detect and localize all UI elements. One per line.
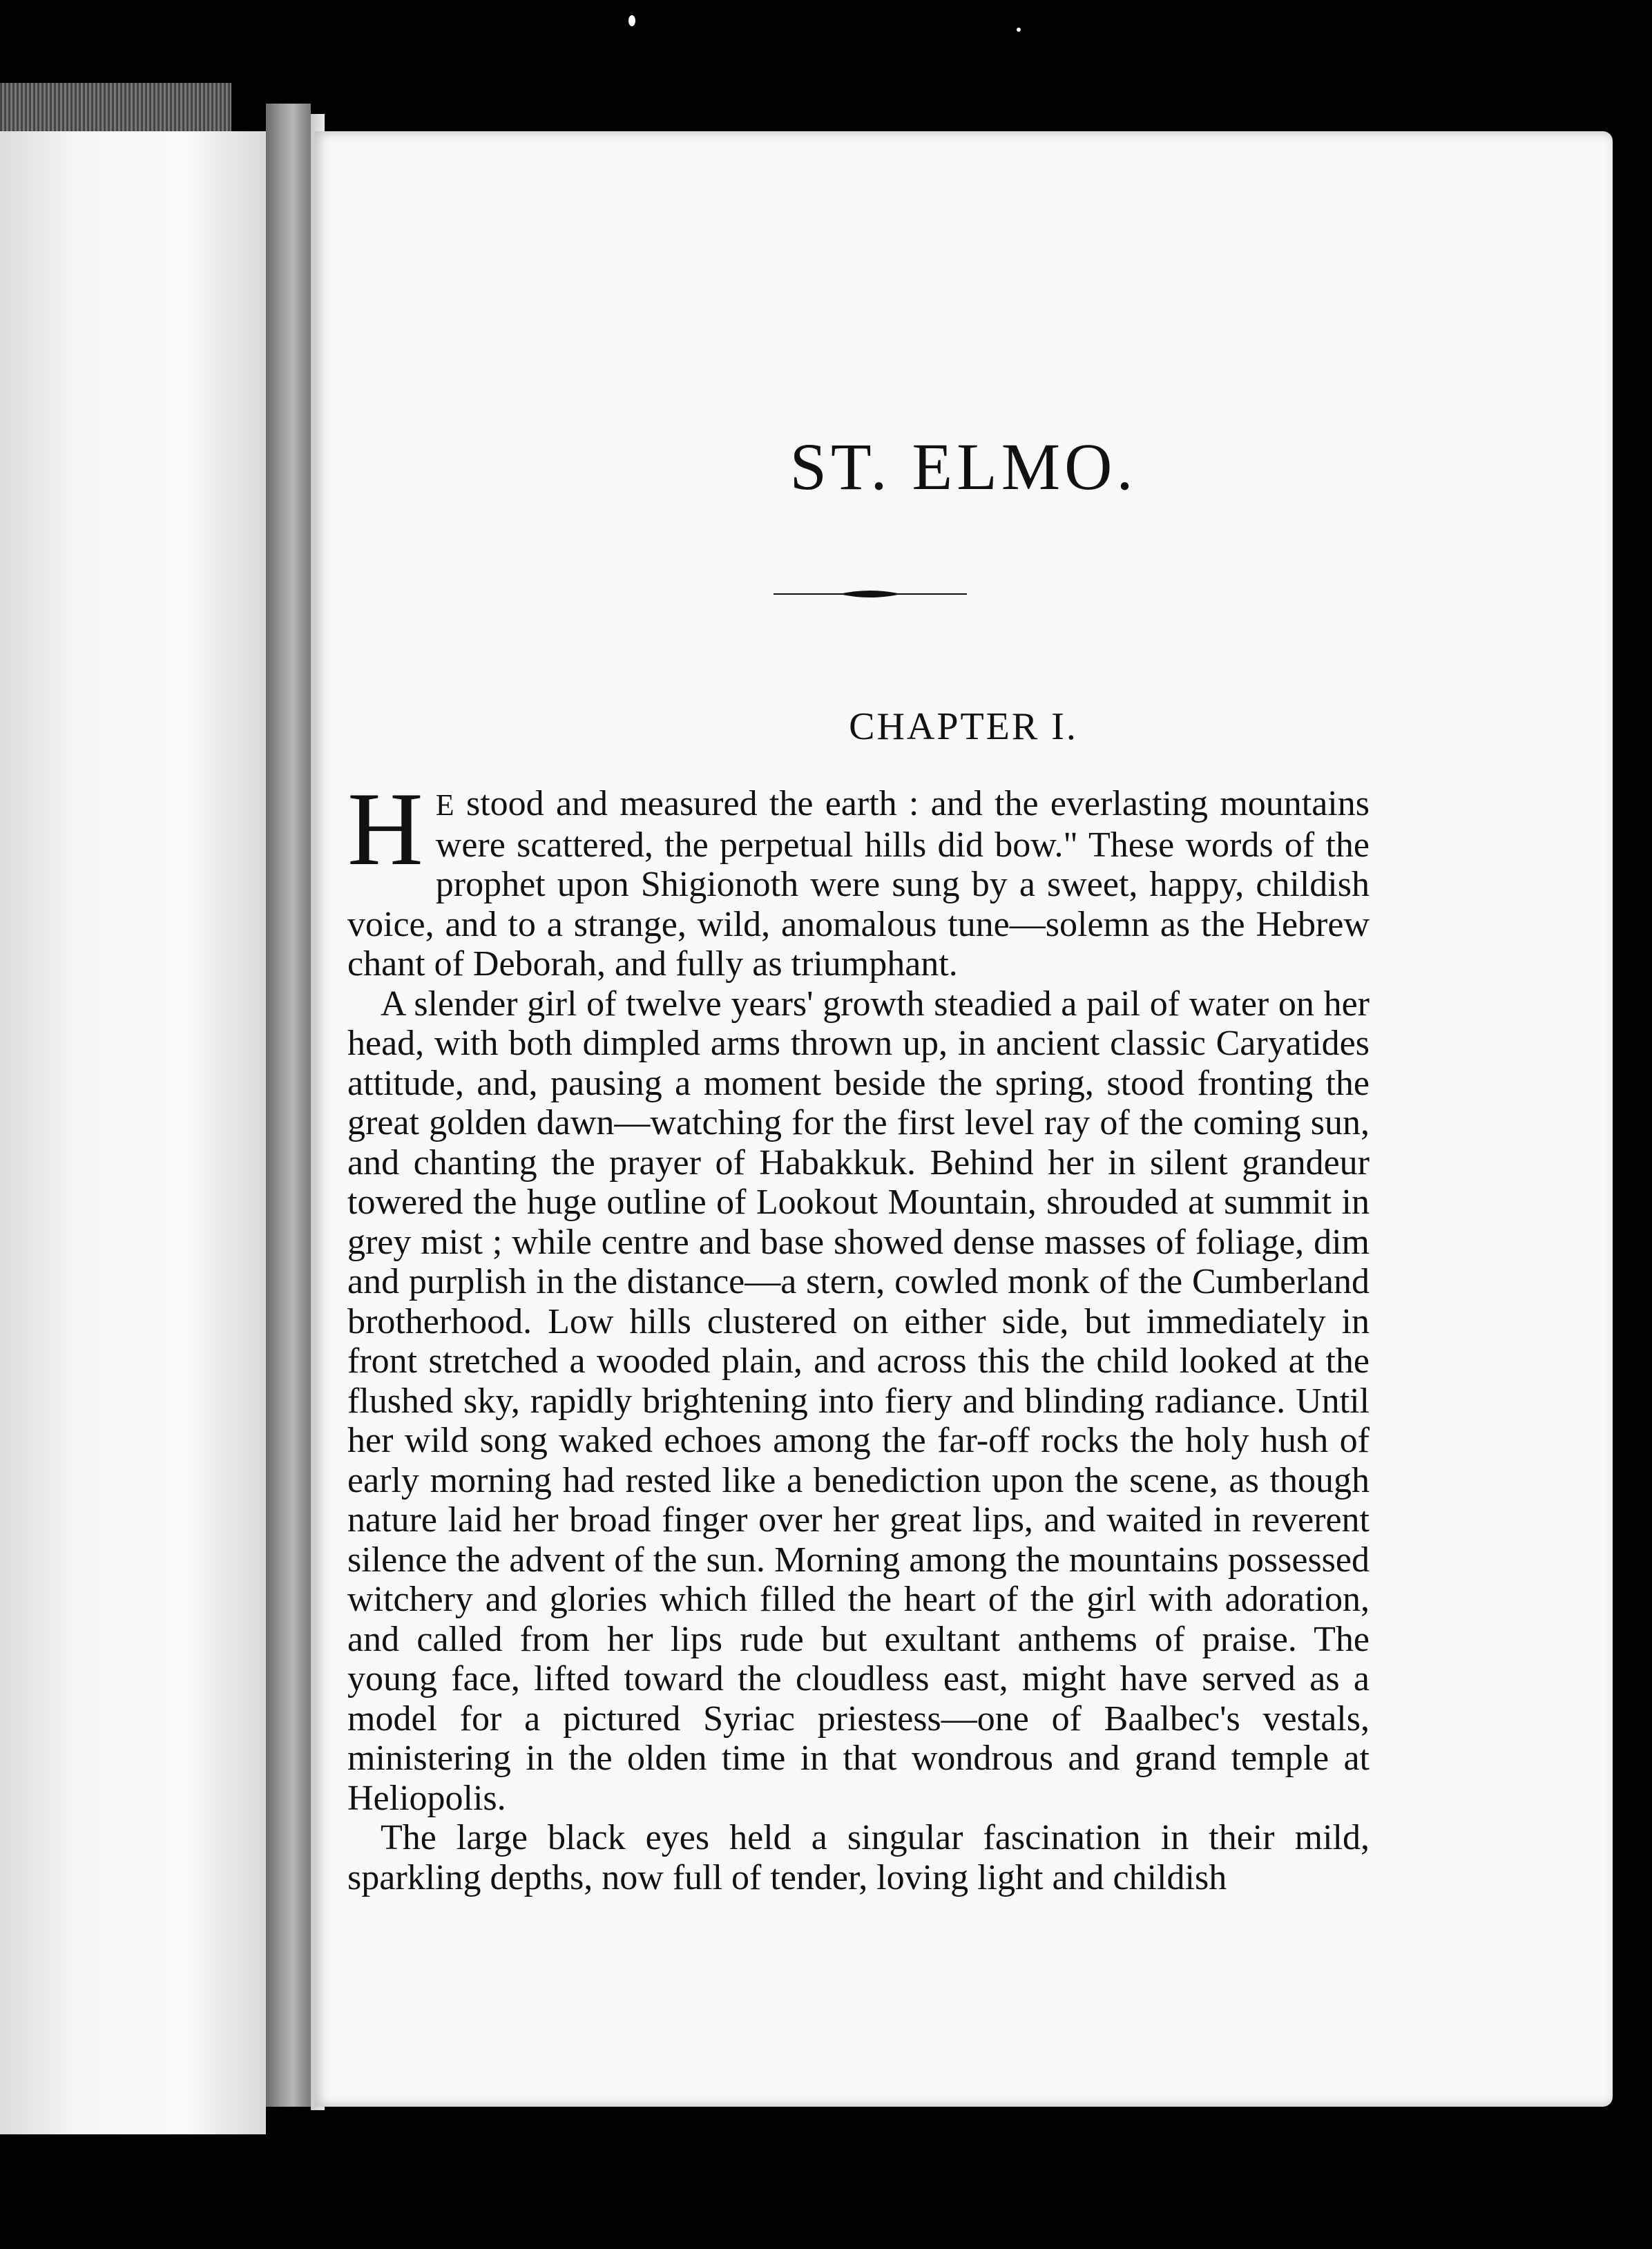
book-top-edge (0, 83, 231, 131)
paragraph (347, 771, 1370, 984)
title-ornament-rule (774, 587, 967, 601)
chapter-heading: CHAPTER I. (849, 705, 1078, 748)
scan-speck (628, 15, 635, 26)
paragraph: A slender girl of twelve years' growth steadied a pail of water on her head, with both dimpled arms thrown up, in ancient classic Caryatides attitude, and, pausing a moment beside the spring, stood fronting the great golden dawn—watching for the first level ray of the coming sun, and chanting the prayer of Habakkuk. Behind her in silent grandeur towered the huge outline of Lookout Mountain, shrouded at summit in grey mist ; while centre and base showed dense masses of foliage, dim and purplish in the distance—a stern, cowled monk of the Cumberland brotherhood. Low hills clustered on either side, but immediately in front stretched a wooded plain, and across this the child looked at the flushed sky, rapidly brightening into fiery and blinding radiance. Until her wild song waked echoes among the far-off rocks the holy hush of early morning had rested like a benediction upon the scene, as though nature laid her broad finger over her great lips, and waited in reverent silence the advent of the sun. Morning among the mountains possessed witchery and glories which filled the heart of the girl with adoration, and called from her lips rude but exultant anthems of praise. The young face, lifted toward the cloudless east, might have served as a model for a pictured Syriac priestess—one of Baalbec's vestals, ministering in the olden time in that wondrous and grand temple at Heliopolis. (347, 984, 1370, 1818)
drop-cap: H (347, 771, 423, 887)
scan-speck (1017, 28, 1021, 32)
paragraph-text: stood and measured the earth : and the everlasting mountains were scattered, the perpetual hills did bow." These words of the prophet upon Shigionoth were sung by a sweet, happy, childish voice, and to a strange, wild, anomalous tune—solemn as the Hebrew chant of Deborah, and fully as triumphant. (347, 784, 1370, 984)
left-cover-page (0, 131, 266, 2134)
book-page (314, 131, 1613, 2107)
paragraph: The large black eyes held a singular fascination in their mild, sparkling depths, now full of tender, loving light and childish (347, 1818, 1370, 1897)
book-spine (266, 104, 311, 2107)
chapter-body (347, 771, 1370, 1897)
book-title: ST. ELMO. (789, 430, 1137, 504)
drop-cap-lead: E (435, 788, 454, 822)
